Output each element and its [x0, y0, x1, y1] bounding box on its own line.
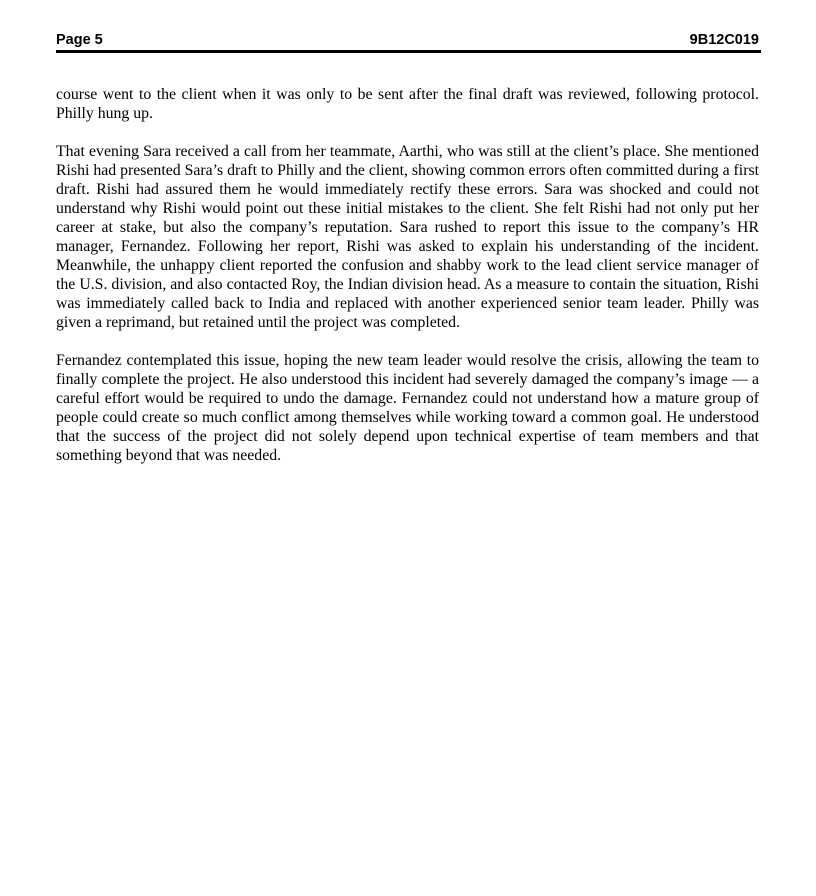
document-body	[56, 85, 759, 484]
paragraph: That evening Sara received a call from her teammate, Aarthi, who was still at the client’s place. She mentioned Rishi had presented Sara’s draft to Philly and the client, showing common errors often committed during a first draft. Rishi had assured them he would immediately rectify these errors. Sara was shocked and could not understand why Rishi would point out these initial mistakes to the client. She felt Rishi had not only put her career at stake, but also the company’s reputation. Sara rushed to report this issue to the company’s HR manager, Fernandez. Following her report, Rishi was asked to explain his understanding of the incident. Meanwhile, the unhappy client reported the confusion and shabby work to the lead client service manager of the U.S. division, and also contacted Roy, the Indian division head. As a measure to contain the situation, Rishi was immediately called back to India and replaced with another experienced senior team leader. Philly was given a reprimand, but retained until the project was completed.	[56, 143, 759, 331]
case-number: 9B12C019	[689, 32, 759, 48]
page-header	[56, 31, 760, 51]
paragraph: Fernandez contemplated this issue, hoping the new team leader would resolve the crisis, allowing the team to finally complete the project. He also understood this incident had severely damaged the company’s image — a careful effort would be required to undo the damage. Fernandez could not understand how a mature group of people could create so much conflict among themselves while working toward a common goal. He understood that the success of the project did not solely depend upon technical expertise of team members and that something beyond that was needed.	[56, 352, 759, 464]
paragraph: course went to the client when it was only to be sent after the final draft was reviewed, following protocol. Philly hung up.	[56, 86, 759, 122]
page-number: Page 5	[56, 32, 103, 48]
header-divider	[56, 50, 761, 53]
